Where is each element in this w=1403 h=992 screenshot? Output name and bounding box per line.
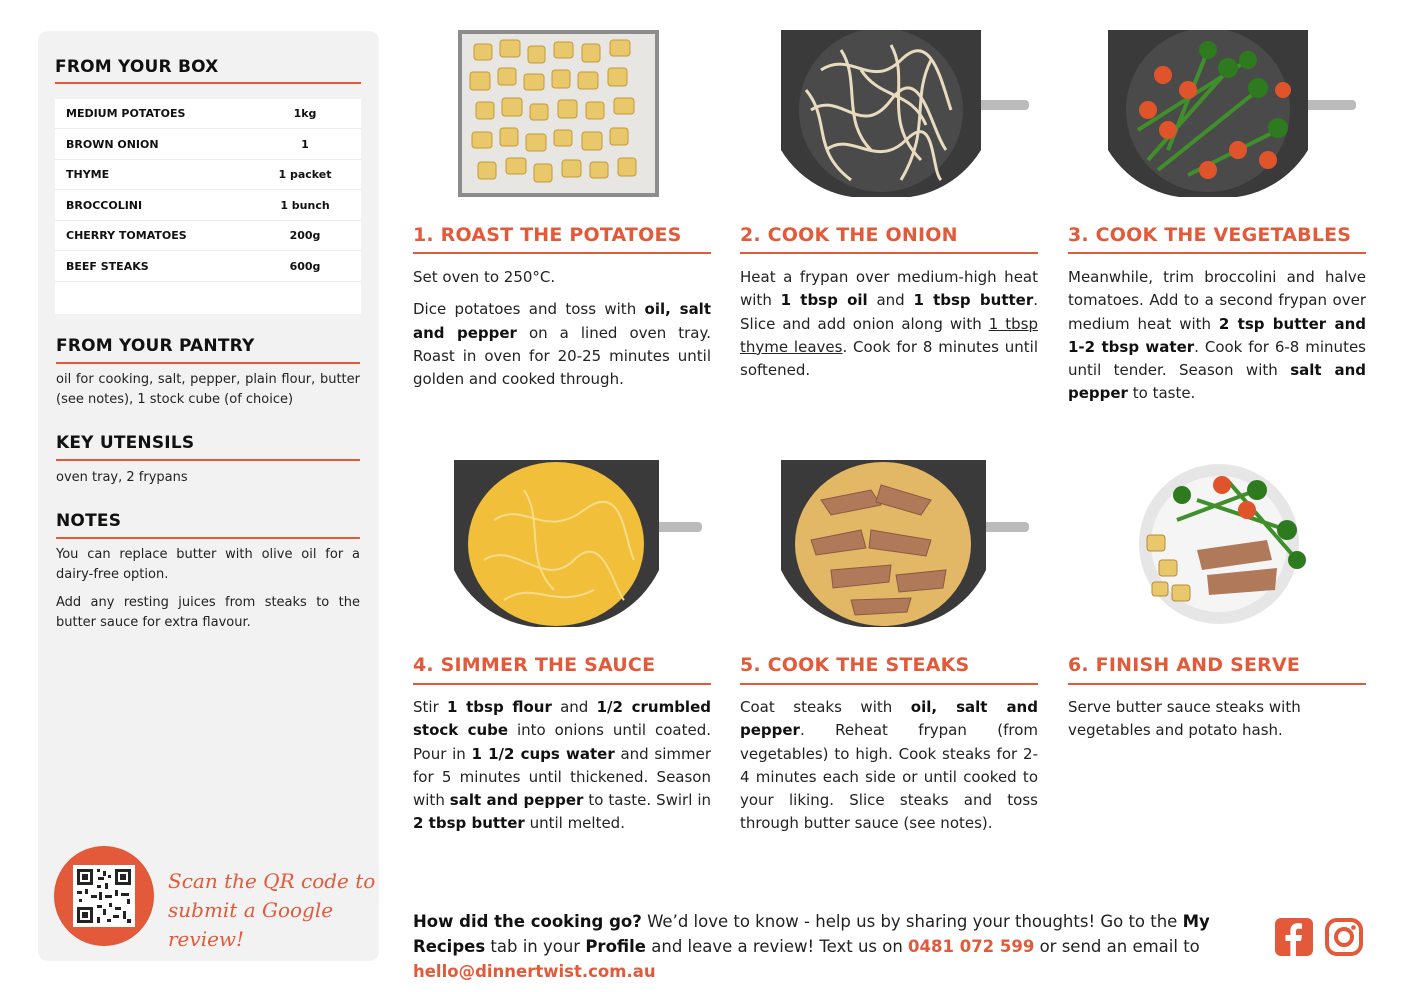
phone-link[interactable]: 0481 072 599 [908,937,1035,956]
qr-code-badge[interactable] [54,846,154,946]
divider [740,683,1038,685]
step-2-title: 2. COOK THE ONION [740,224,958,246]
step-text: Stir 1 tbsp flour and 1/2 crumbled stock cube into onions until coated. Pour in 1 1/2 cups water and simmer for 5 minutes until thickened. Season with salt and pepper to taste. Swirl in 2 tbsp butter until melted. [413,698,712,833]
step-4-title: 4. SIMMER THE SAUCE [413,654,656,676]
email-link[interactable]: hello@dinnertwist.com.au [413,962,656,981]
ingredient-row [55,221,361,251]
divider [56,362,360,364]
ingredient-row [55,160,361,190]
step-4-body [413,696,711,836]
ingredient-qty: 1 packet [278,168,332,181]
note-text: You can replace butter with olive oil for a dairy-free option. [56,547,360,582]
from-your-box-heading: FROM YOUR BOX [55,57,219,77]
qr-code-icon [73,865,135,927]
ingredient-qty: 1kg [293,107,317,120]
ingredient-row [55,130,361,160]
ingredient-qty: 1 bunch [280,199,330,212]
ingredient-name: CHERRY TOMATOES [66,229,187,242]
step-text: Set oven to 250°C. [413,268,556,286]
divider [1068,683,1366,685]
divider [55,82,361,84]
steaks-frypan-photo [781,460,1031,627]
step-2-body [740,266,1038,382]
divider [413,252,711,254]
step-5-body [740,696,1038,836]
step-text: Coat steaks with oil, salt and pepper. Reheat frypan (from vegetables) to high. Cook steaks for 2-4 minutes each side or until cooked to your liking. Slice steaks and toss through butter sauce (see notes). [740,698,1038,833]
ingredient-name: MEDIUM POTATOES [66,107,186,120]
step-1-body [413,266,711,391]
qr-caption [168,867,379,954]
pantry-heading: FROM YOUR PANTRY [56,336,255,356]
ingredients-table [55,99,361,314]
ingredient-row [55,191,361,221]
divider [56,459,360,461]
qr-caption-line: submit a Google review! [168,898,334,951]
onion-frypan-photo [781,30,1031,197]
step-text: Serve butter sauce steaks with vegetables and potato hash. [1068,698,1301,740]
footer-review-prompt: How did the cooking go? We’d love to know - help us by sharing your thoughts! Go to the My Recipes tab in your Profile and leave a review! Text us on 0481 072 599 or send an email to hello@dinnertwist.com.au [413,912,1210,981]
ingredient-name: BROCCOLINI [66,199,143,212]
step-5-title: 5. COOK THE STEAKS [740,654,970,676]
step-text: Meanwhile, trim broccolini and halve tomatoes. Add to a second frypan over medium heat with 2 tsp butter and 1-2 tbsp water. Cook for 6-8 minutes until tender. Season with salt and pepper to taste. [1068,268,1367,403]
served-plate-photo [1137,460,1307,627]
facebook-icon[interactable] [1275,918,1313,956]
sidebar [38,31,379,961]
ingredient-row [55,99,361,129]
roasted-potatoes-tray-photo [458,30,659,197]
pantry-text: oil for cooking, salt, pepper, plain flour, butter (see notes), 1 stock cube (of choice) [56,372,360,407]
instagram-icon[interactable] [1325,918,1363,956]
step-6-body [1068,696,1366,743]
step-6-title: 6. FINISH AND SERVE [1068,654,1301,676]
divider [413,683,711,685]
step-text: Dice potatoes and toss with oil, salt and pepper on a lined oven tray. Roast in oven for 20-25 minutes until golden and cooked through. [413,300,711,389]
divider [740,252,1038,254]
ingredient-qty: 1 [301,138,309,151]
divider [56,537,360,539]
ingredient-name: THYME [66,168,110,181]
note-text: Add any resting juices from steaks to the butter sauce for extra flavour. [56,595,360,630]
utensils-heading: KEY UTENSILS [56,433,195,453]
ingredient-row [55,252,361,282]
notes-heading: NOTES [56,511,122,531]
ingredient-qty: 600g [289,260,321,273]
ingredient-name: BEEF STEAKS [66,260,149,273]
step-3-title: 3. COOK THE VEGETABLES [1068,224,1352,246]
step-3-body [1068,266,1366,406]
ingredient-name: BROWN ONION [66,138,159,151]
ingredient-qty: 200g [289,229,321,242]
step-1-title: 1. ROAST THE POTATOES [413,224,682,246]
sauce-frypan-photo [454,460,704,627]
qr-caption-line: Scan the QR code to [168,869,376,893]
step-text: Heat a frypan over medium-high heat with 1 tbsp oil and 1 tbsp butter. Slice and add onion along with 1 tbsp thyme leaves. Cook for 8 minutes until softened. [740,268,1039,380]
divider [1068,252,1366,254]
vegetables-frypan-photo [1108,30,1358,197]
utensils-text: oven tray, 2 frypans [56,470,188,485]
